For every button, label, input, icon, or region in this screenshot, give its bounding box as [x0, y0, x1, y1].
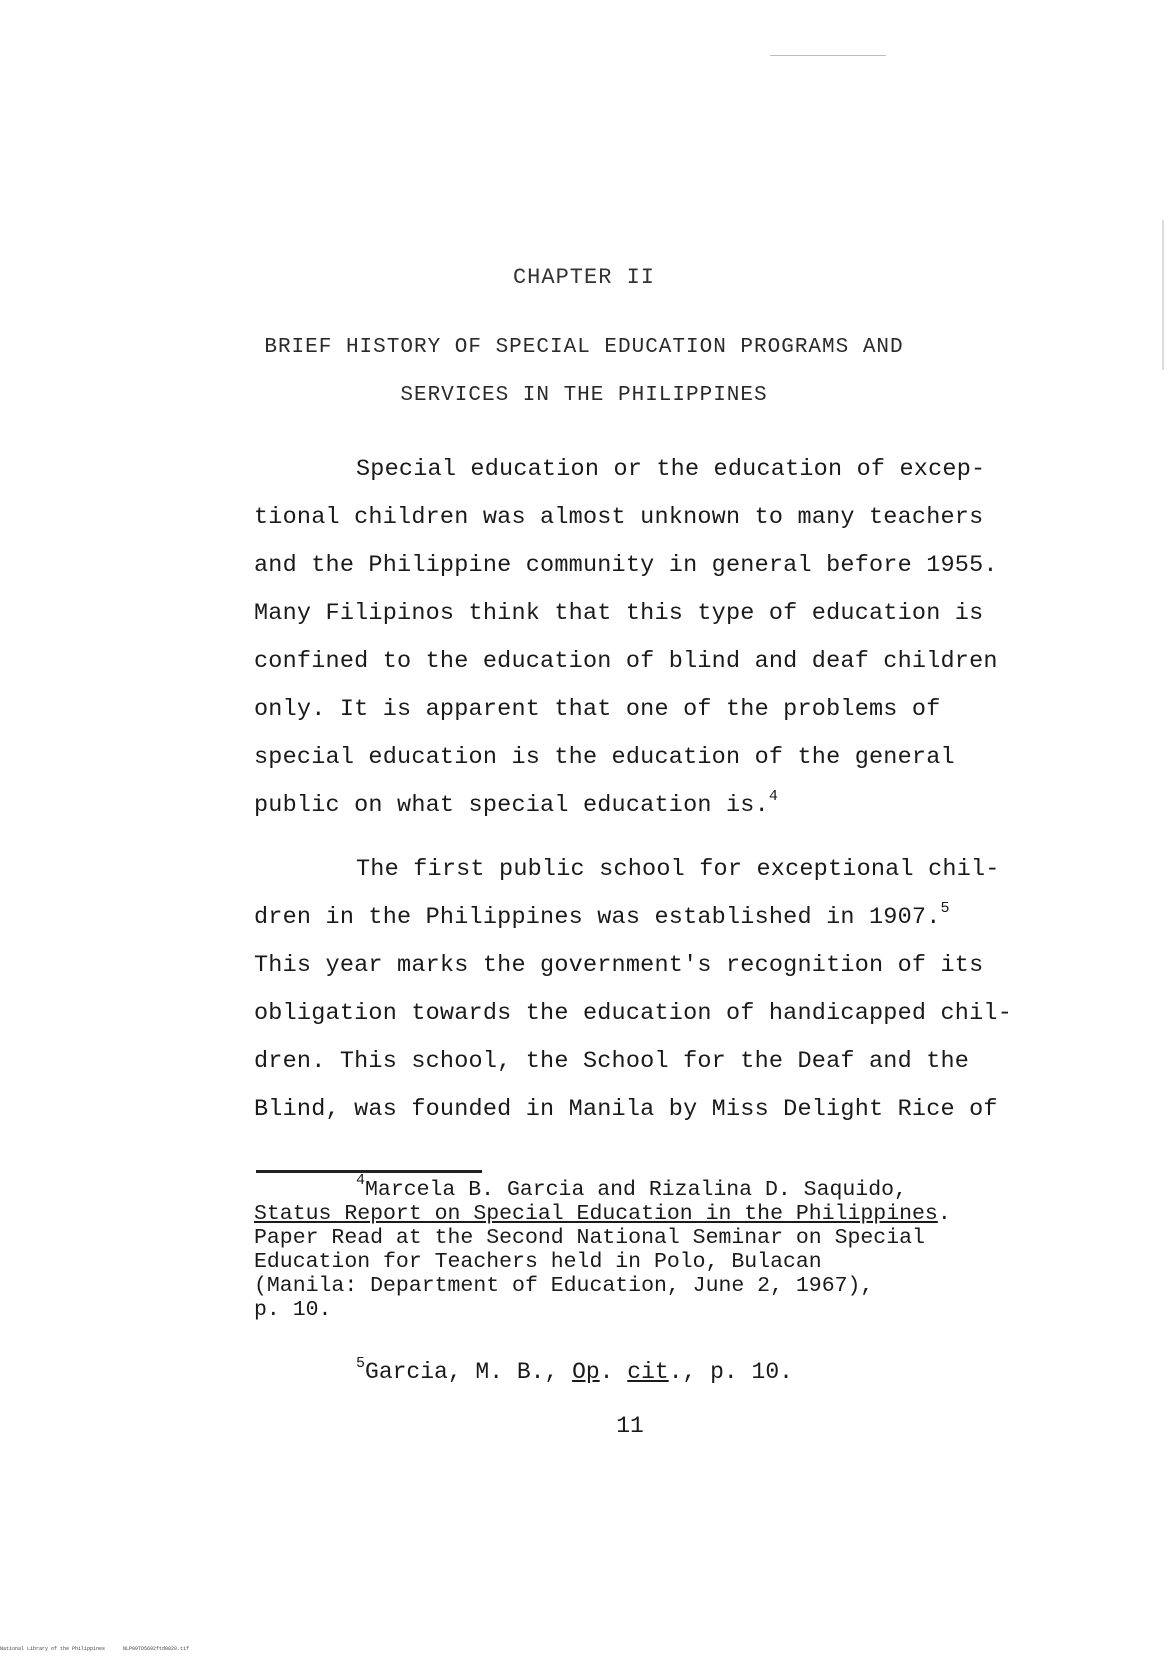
chapter-title-line-2: SERVICES IN THE PHILIPPINES [400, 384, 768, 407]
footnote-ref-5: 5 [940, 900, 950, 917]
footnote-4-title-end: . [937, 1202, 951, 1226]
footnote-4-line: Education for Teachers held in Polo, Bulacan [254, 1250, 822, 1274]
paragraph2-line: This year marks the government's recognition of its [254, 952, 984, 979]
chapter-heading: CHAPTER II [512, 265, 656, 290]
paragraph2-line: The first public school for exceptional chil- [356, 856, 1000, 883]
chapter-title-line-1: BRIEF HISTORY OF SPECIAL EDUCATION PROGRAMS AND [264, 336, 904, 359]
paragraph1-line: Special education or the education of excep- [356, 456, 986, 483]
footnote-4-line: Paper Read at the Second National Seminar on Special [254, 1226, 925, 1250]
footnote-5-author: Garcia, M. B., [365, 1359, 573, 1385]
footnote-4-line: p. 10. [254, 1298, 332, 1322]
paragraph1-line: and the Philippine community in general before 1955. [254, 552, 998, 579]
paragraph1-line: special education is the education of the general [254, 744, 955, 771]
footnote-4-title: Status Report on Special Education in the Philippines [254, 1202, 938, 1226]
paragraph2-line: Blind, was founded in Manila by Miss Delight Rice of [254, 1096, 998, 1123]
footnote-5 [356, 1355, 793, 1385]
footnote-5-dot: . [599, 1359, 628, 1385]
paragraph2-line-with-ref [254, 900, 950, 931]
paragraph2-text: dren in the Philippines was established in 1907. [254, 904, 941, 931]
footnote-separator [256, 1170, 482, 1173]
footnote-4-line-2 [254, 1202, 951, 1226]
footnote-5-number: 5 [356, 1355, 366, 1372]
paragraph1-text: public on what special education is. [254, 792, 769, 819]
footnote-4-line-1 [356, 1172, 907, 1202]
credit-file: NLP00TD5692ftd0020.tif [123, 1646, 190, 1652]
paragraph2-line: obligation towards the education of handicapped chil- [254, 1000, 1013, 1027]
paragraph1-line: Many Filipinos think that this type of education is [254, 600, 984, 627]
footnote-4-number: 4 [356, 1172, 366, 1189]
paragraph2-line: dren. This school, the School for the Deaf and the [254, 1048, 970, 1075]
scan-mark-top [770, 55, 886, 56]
paragraph1-line: confined to the education of blind and deaf children [254, 648, 998, 675]
footnote-4-line: (Manila: Department of Education, June 2, 1967), [254, 1274, 874, 1298]
credit-library: National Library of the Philippines [0, 1646, 106, 1652]
page-number: 11 [616, 1413, 644, 1439]
paragraph1-line: only. It is apparent that one of the problems of [254, 696, 941, 723]
footnote-5-op: Op [572, 1359, 600, 1385]
footnote-4-author: Marcela B. Garcia and Rizalina D. Saquido, [365, 1178, 907, 1202]
paragraph1-line: tional children was almost unknown to many teachers [254, 504, 984, 531]
scan-credit [0, 1646, 189, 1652]
footnote-5-tail: ., p. 10. [668, 1359, 793, 1385]
footnote-5-cit: cit [627, 1359, 669, 1385]
paragraph1-last-line [254, 788, 779, 819]
footnote-ref-4: 4 [768, 788, 779, 805]
